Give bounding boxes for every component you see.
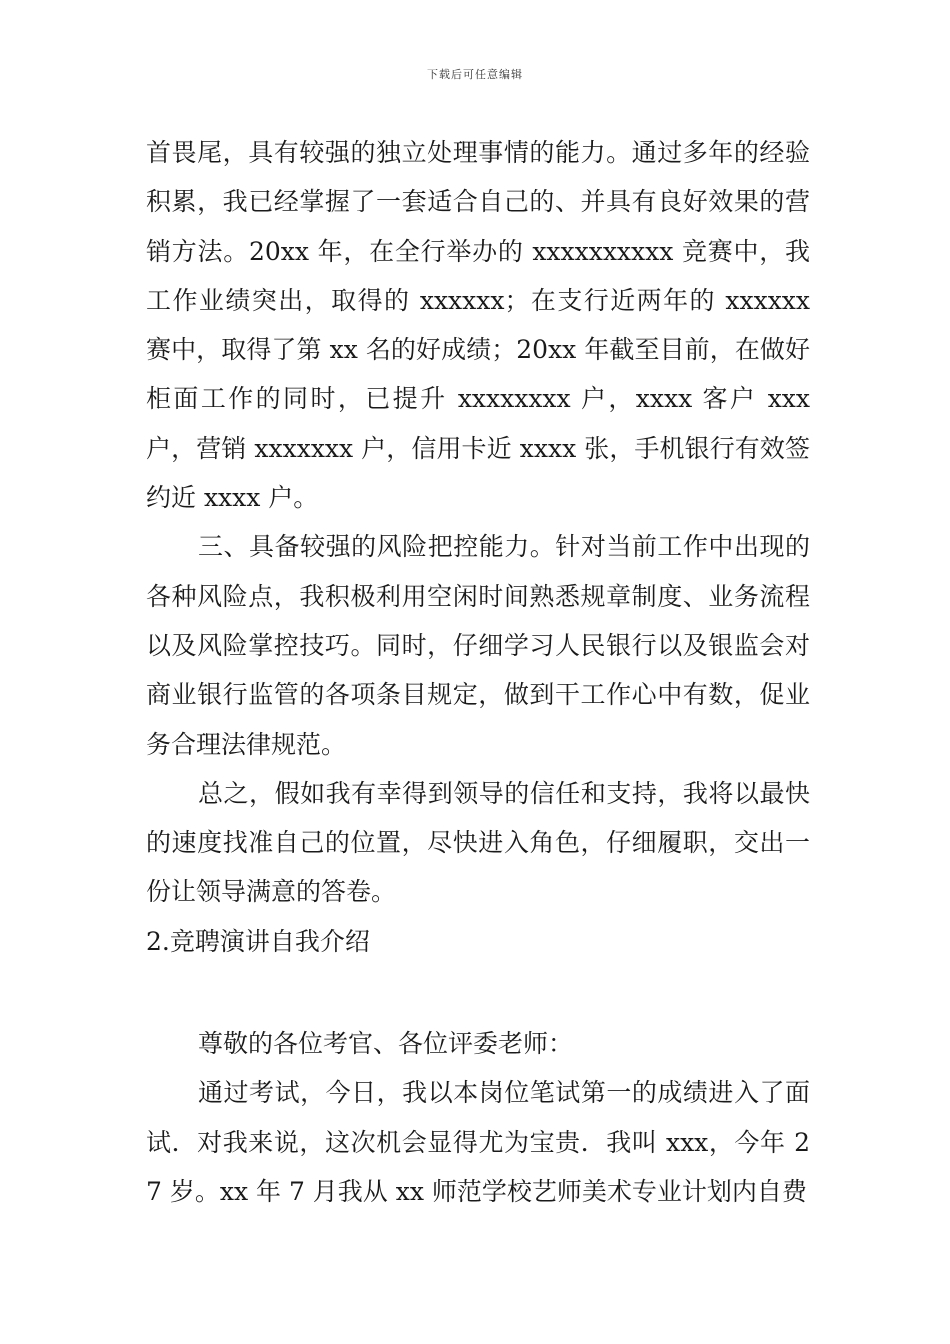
document-body <box>146 128 818 1216</box>
section-heading: 2.竞聘演讲自我介绍 <box>146 926 370 956</box>
paragraph-experience: 首畏尾，具有较强的独立处理事情的能力。通过多年的经验积累，我已经掌握了一套适合自己的、并具有良好效果的营销方法。20xx 年，在全行举办的 xxxxxxxxxx 竞赛中，我工作业绩突出，取得的 xxxxxx；在支行近两年的 xxxxxx 赛中，取得了第 xx 名的好成绩；20xx 年截至目前，在做好柜面工作的同时，已提升 xxxxxxxx 户，xxxx 客户 xxx 户，营销 xxxxxxx 户，信用卡近 xxxx 张，手机银行有效签约近 xxxx 户。 <box>146 138 818 513</box>
paragraph-self-introduction: 通过考试，今日，我以本岗位笔试第一的成绩进入了面试．对我来说，这次机会显得尤为宝贵．我叫 xxx，今年 27 岁。xx 年 7 月我从 xx 师范学校艺师美术专业计划内自费 <box>146 1078 810 1206</box>
header-note: 下载后可任意编辑 <box>427 68 523 81</box>
paragraph-salutation: 尊敬的各位考官、各位评委老师： <box>198 1029 574 1059</box>
blank-line <box>146 966 810 1019</box>
paragraph-conclusion: 总之，假如我有幸得到领导的信任和支持，我将以最快的速度找准自己的位置，尽快进入角色，仔细履职，交出一份让领导满意的答卷。 <box>146 778 810 907</box>
paragraph-risk-control: 三、具备较强的风险把控能力。针对当前工作中出现的各种风险点，我积极利用空闲时间熟悉规章制度、业务流程以及风险掌控技巧。同时，仔细学习人民银行以及银监会对商业银行监管的各项条目规定，做到干工作心中有数，促业务合理法律规范。 <box>146 532 810 759</box>
